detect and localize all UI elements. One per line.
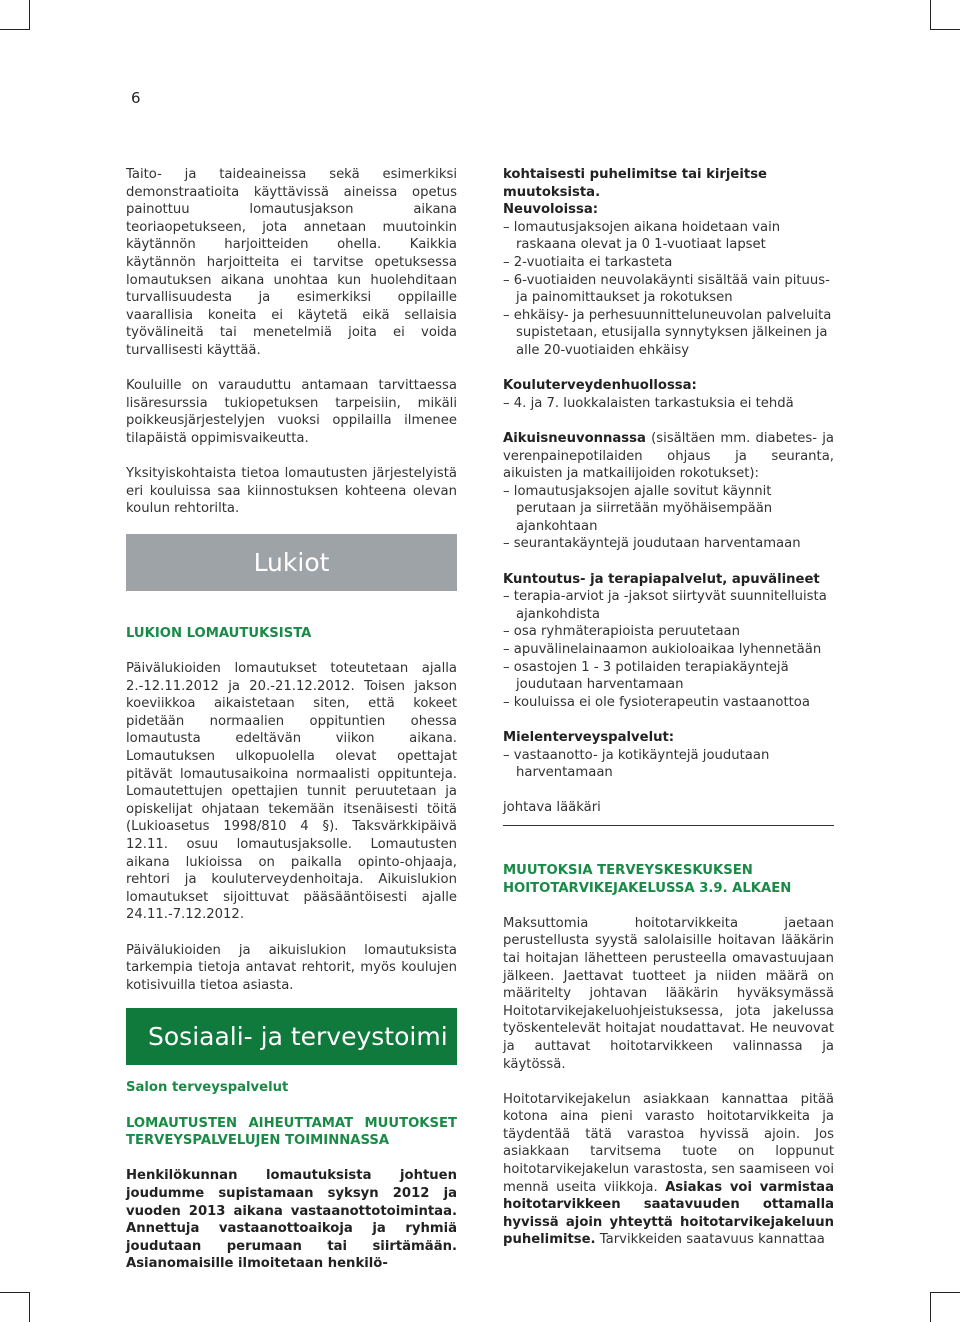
paragraph: Kouluille on varauduttu antamaan tarvittaessa lisäresurssia tukiopetuksen tarpeisiin, mikäli poikkeusjärjestelyjen vuoksi oppilailla ilmenee tilapäistä oppimisvaikeutta. (126, 378, 457, 446)
list-item: – seurantakäyntejä joudutaan harventamaan (503, 535, 834, 553)
list-item: – 2-vuotiaita ei tarkasteta (503, 254, 834, 272)
neuvola-list (503, 219, 834, 360)
list-item: – 4. ja 7. luokkalaisten tarkastuksia ei tehdä (503, 395, 834, 413)
aikuis-list (503, 483, 834, 553)
section-heading: LOMAUTUSTEN AIHEUTTAMAT MUUTOKSET TERVEYSPALVELUJEN TOIMINNASSA (126, 1115, 457, 1149)
paragraph: Yksityiskohtaista tietoa lomautusten järjestelyistä eri kouluissa saa kiinnostuksen kohteena olevan koulun rehtorilta. (126, 466, 457, 517)
list-item: – lomautusjaksojen ajalle sovitut käynnit perutaan ja siirretään myöhäisempään ajankohtaan (503, 483, 834, 536)
left-column (126, 166, 457, 1273)
right-column (503, 166, 834, 1249)
list-item: – lomautusjaksojen aikana hoidetaan vain raskaana olevat ja 0 1-vuotiaat lapset (503, 219, 834, 254)
crop-mark (0, 29, 30, 30)
list-item: – vastaanotto- ja kotikäyntejä joudutaan harventamaan (503, 747, 834, 782)
signature-label: johtava lääkäri (503, 800, 601, 816)
kuntoutus-list (503, 588, 834, 711)
section-heading: LUKION LOMAUTUKSISTA (126, 625, 312, 641)
section-banner-lukiot: Lukiot (126, 534, 457, 591)
list-title: Kouluterveydenhuollossa: (503, 378, 697, 394)
paragraph (503, 1091, 834, 1249)
list-item: – apuvälinelainaamon aukioloaikaa lyhennetään (503, 641, 834, 659)
list-title: Mielenterveyspalvelut: (503, 730, 675, 745)
paragraph (503, 430, 834, 483)
paragraph-bold: Henkilökunnan lomautuksista johtuen joudumme supistamaan syksyn 2012 ja vuoden 2013 aikana vastaanottotoimintaa. Annettuja vastaanottoaikoja ja ryhmiä joudutaan perumaan tai siirtämään. Asianomaisille ilmoitetaan henkilö- (126, 1168, 457, 1272)
koulu-list (503, 395, 834, 413)
crop-mark (29, 0, 30, 30)
list-item: – osastojen 1 - 3 potilaiden terapiakäyntejä joudutaan harventamaan (503, 659, 834, 694)
list-item: – 6-vuotiaiden neuvolakäynti sisältää vain pituus- ja painomittaukset ja rokotuksen (503, 272, 834, 307)
crop-mark (930, 0, 931, 30)
subheading: Salon terveyspalvelut (126, 1080, 289, 1096)
list-title: Neuvoloissa: (503, 202, 598, 218)
paragraph-bold: kohtaisesti puhelimitse tai kirjeitse muutoksista. (503, 167, 767, 200)
list-item: – osa ryhmäterapioista peruutetaan (503, 623, 834, 641)
paragraph: Päivälukioiden ja aikuislukion lomautuksista tarkempia tietoja antavat rehtorit, myös koulujen kotisivuilla tietoa asiasta. (126, 942, 457, 993)
crop-mark (930, 29, 960, 30)
mielenterveys-list (503, 747, 834, 782)
page-number: 6 (131, 89, 141, 107)
list-item: – terapia-arviot ja -jaksot siirtyvät suunnitelluista ajankohdista (503, 588, 834, 623)
section-banner-sosiaali: Sosiaali- ja terveystoimi (126, 1008, 457, 1065)
crop-mark (930, 1292, 931, 1322)
text-bold: Asiakas voi varmistaa hoitotarvikkeen saatavuuden ottamalla hyvissä ajoin yhteyttä hoitotarvikejakeluun puhelimitse. (503, 1179, 834, 1248)
crop-mark (930, 1292, 960, 1293)
paragraph: Taito- ja taideaineissa sekä esimerkiksi demonstraatioita käyttävissä aineissa opetus painottuu lomautusjakson aikana teoriaopetukseen, jota annetaan muutoinkin käytännön harjoitteiden ohella. Kaikkia käytännön harjoitteita ei tarvitse opetuksessa lomautuksen aikana unohtaa kun huolehditaan turvallisuudesta ja esimerkiksi oppilaille vaarallisia koneita ei käytetä eikä sellaisia työvälineitä tai menetelmiä joita ei voida turvallisesti käyttää. (126, 167, 457, 358)
crop-mark (0, 1292, 30, 1293)
list-title: Aikuisneuvonnassa (503, 430, 646, 446)
text: (sisältäen mm. diabetes- ja verenpainepotilaiden ohjaus ja seuranta, aikuisten ja matkailijoiden rokotukset): (503, 430, 834, 482)
text: Hoitotarvikejakelun asiakkaan kannattaa pitää kotona aina pieni varasto hoitotarvikkeita ja täydentää tätä varastoa hyvissä ajoin. Jos asiakkaan tarvitsema tuote on loppunut hoitotarvikejakelun varastosta, sen saamiseen voi mennä useita viikkoja. (503, 1091, 834, 1195)
list-title: Kuntoutus- ja terapiapalvelut, apuvälineet (503, 571, 820, 587)
paragraph: Maksuttomia hoitotarvikkeita jaetaan perustellusta syystä salolaisille hoitavan lääkärin tai hoitajan lähetteen perusteella omavastuujaan jälkeen. Jaettavat tuotteet ja niiden määrä on määritelty johtavan lääkärin hyväksymässä Hoitotarvikejakeluohjeistuksessa, jota jakelussa työskentelevät hoitajat noudattavat. He neuvovat ja auttavat hoitotarvikkeen valinnassa ja käytössä. (503, 915, 834, 1072)
text: Tarvikkeiden saatavuus kannattaa (595, 1232, 825, 1248)
section-heading: MUUTOKSIA TERVEYSKESKUKSEN HOITOTARVIKEJAKELUSSA 3.9. ALKAEN (503, 862, 792, 896)
crop-mark (29, 1292, 30, 1322)
list-item: – ehkäisy- ja perhesuunnitteluneuvolan palveluita supistetaan, etusijalla synnytyksen jälkeinen ja alle 20-vuotiaiden ehkäisy (503, 307, 834, 360)
paragraph: Päivälukioiden lomautukset toteutetaan ajalla 2.-12.11.2012 ja 20.-21.12.2012. Toisen jakson koeviikkoa aikaistetaan siten, että kokeet pidetään normaalien oppituntien ohessa lomautusta edeltävän viikon aikana. Lomautuksen ulkopuolella olevat opettajat pitävät lomautusaikoina normaalisti oppitunteja. Lomautettujen opettajien tunnit peruutetaan ja opiskelijat ohjataan tekemään itsenäisesti töitä (Lukioasetus 1998/810 4 §). Taksvärkkipäivä 12.11. osuu lomautusjaksolle. Lomautusten aikana lukioissa on paikalla opinto-ohjaaja, rehtori ja kouluterveydenhoitaja. Aikuislukion lomautukset sijoittuvat pääsääntöisesti ajalle 24.11.-7.12.2012. (126, 661, 457, 923)
list-item: – kouluissa ei ole fysioterapeutin vastaanottoa (503, 694, 834, 712)
